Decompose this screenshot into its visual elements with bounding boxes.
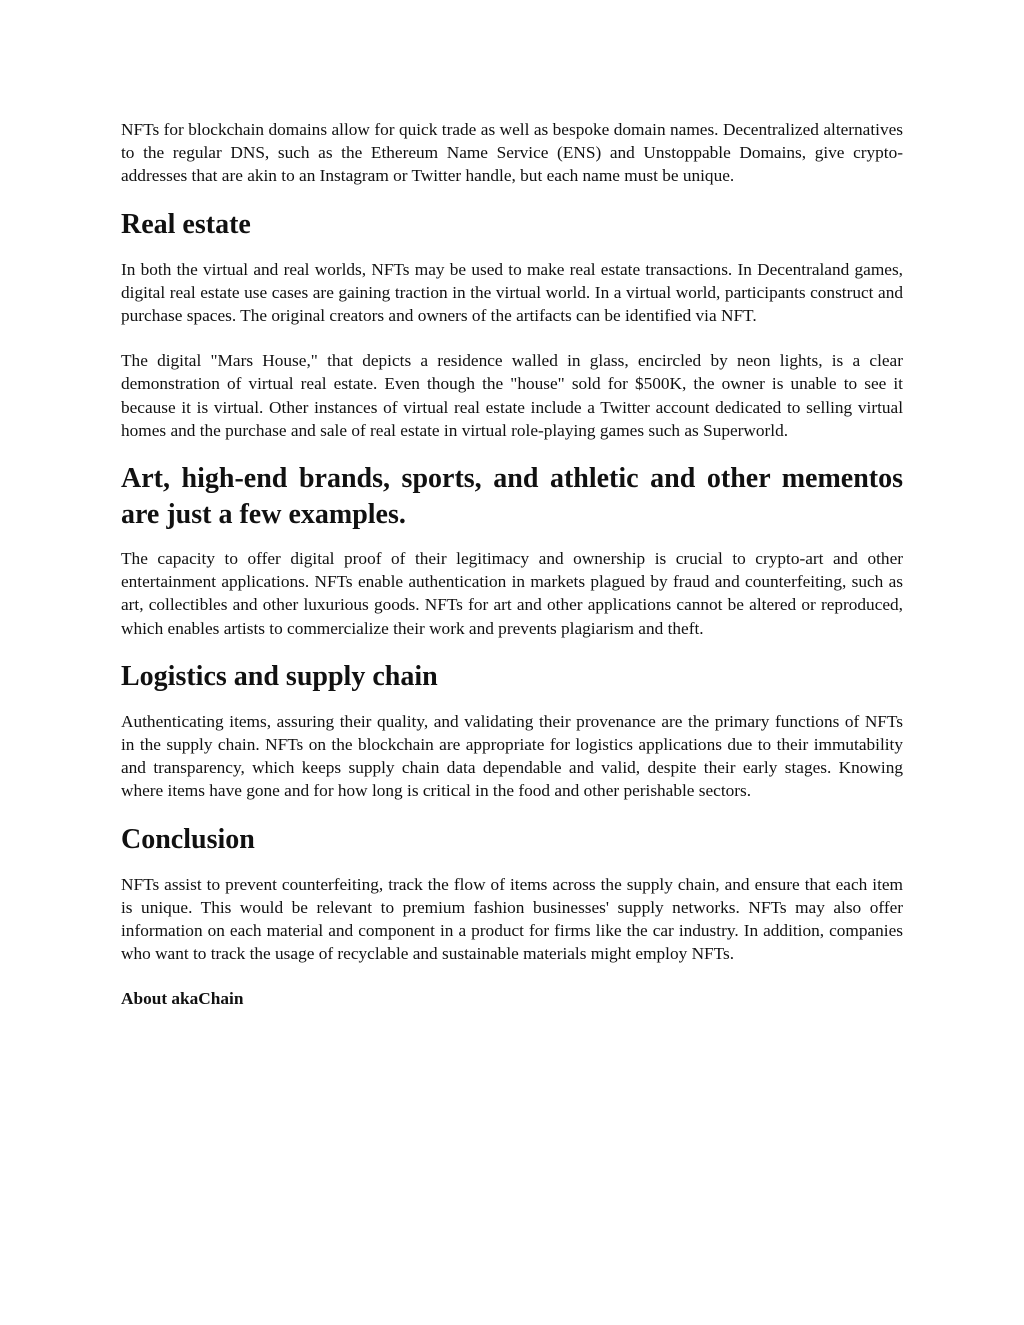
art-heading: Art, high-end brands, sports, and athletic and other mementos are just a few examples.	[121, 463, 903, 531]
real-estate-heading: Real estate	[121, 208, 251, 240]
document-page	[121, 118, 903, 1011]
about-akachain-label: About akaChain	[121, 989, 244, 1009]
real-estate-paragraph-1: In both the virtual and real worlds, NFTs may be used to make real estate transactions. In Decentraland games, digital real estate use cases are gaining traction in the virtual world. In a virtual world, participants construct and purchase spaces. The original creators and owners of the artifacts can be identified via NFT.	[121, 259, 903, 326]
intro-paragraph: NFTs for blockchain domains allow for quick trade as well as bespoke domain names. Decentralized alternatives to the regular DNS, such as the Ethereum Name Service (ENS) and Unstoppable Domains, give crypto-addresses that are akin to an Instagram or Twitter handle, but each name must be unique.	[121, 120, 903, 186]
conclusion-heading: Conclusion	[121, 823, 255, 855]
conclusion-paragraph: NFTs assist to prevent counterfeiting, track the flow of items across the supply chain, and ensure that each item is unique. This would be relevant to premium fashion businesses' supply networks. NFTs may also offer information on each material and component in a product for firms like the car industry. In addition, companies who want to track the usage of recyclable and sustainable materials might employ NFTs.	[121, 874, 903, 964]
logistics-paragraph: Authenticating items, assuring their quality, and validating their provenance are the primary functions of NFTs in the supply chain. NFTs on the blockchain are appropriate for logistics applications due to their immutability and transparency, which keeps supply chain data dependable and valid, despite their early stages. Knowing where items have gone and for how long is critical in the food and other perishable sectors.	[121, 711, 903, 801]
logistics-heading: Logistics and supply chain	[121, 660, 438, 692]
real-estate-paragraph-2: The digital "Mars House," that depicts a residence walled in glass, encircled by neon lights, is a clear demonstration of virtual real estate. Even though the "house" sold for $500K, the owner is unable to see it because it is virtual. Other instances of virtual real estate include a Twitter account dedicated to selling virtual homes and the purchase and sale of real estate in virtual role-playing games such as Superworld.	[121, 351, 903, 440]
art-paragraph: The capacity to offer digital proof of their legitimacy and ownership is crucial to crypto-art and other entertainment applications. NFTs enable authentication in markets plagued by fraud and counterfeiting, such as art, collectibles and other luxurious goods. NFTs for art and other applications cannot be altered or reproduced, which enables artists to commercialize their work and prevents plagiarism and theft.	[121, 549, 903, 638]
